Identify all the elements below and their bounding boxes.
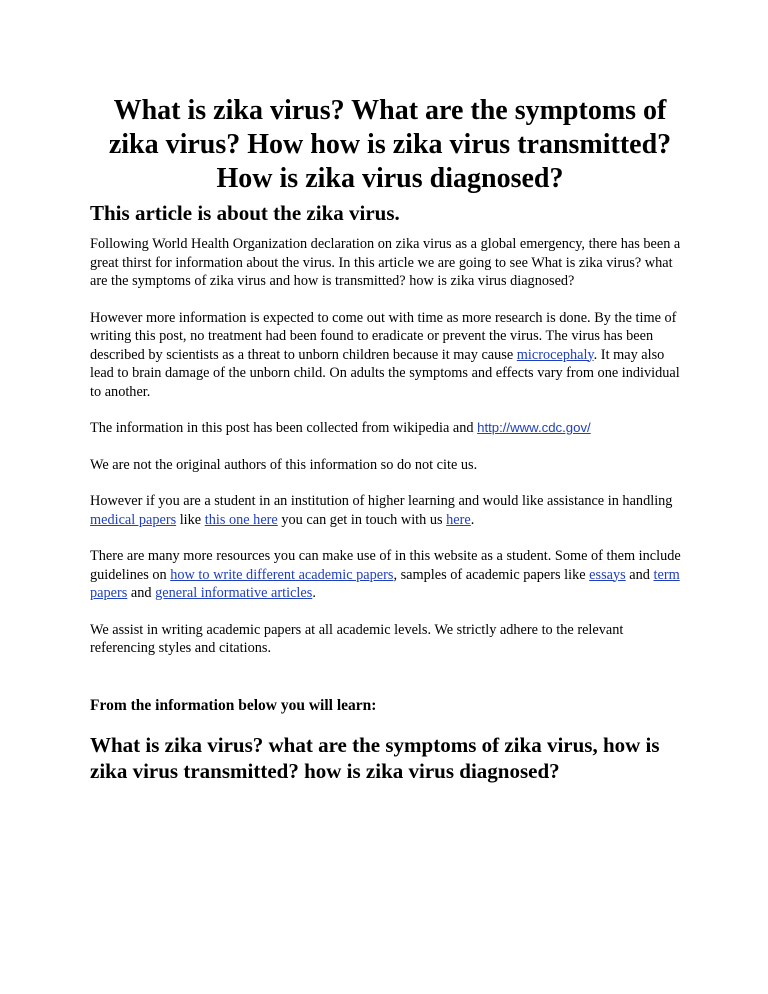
disclaimer-paragraph: We are not the original authors of this information so do not cite us. <box>90 456 478 473</box>
research-text-start: However more information is expected to come out with time as more research is done. By the time of writing this post, no treatment had been found to eradicate or prevent the virus. The virus has been described by scientists as a threat to unborn children because it may cause <box>90 309 677 363</box>
sources-text: The information in this post has been collected from wikipedia and <box>90 420 478 436</box>
microcephaly-link[interactable]: microcephaly <box>516 346 594 363</box>
research-paragraph <box>90 309 690 402</box>
medical-papers-link[interactable]: medical papers <box>90 511 177 528</box>
article-subtitle: This article is about the zika virus. <box>90 201 400 225</box>
resources-text-b: , samples of academic papers like <box>393 566 590 583</box>
page-title: What is zika virus? What are the symptoms of zika virus? How how is zika virus transmitted? How is zika virus diagnosed? <box>108 95 672 194</box>
resources-text-e: . <box>312 585 316 601</box>
term-papers-link[interactable]: term papers <box>90 566 680 601</box>
learn-heading: From the information below you will learn: <box>90 696 377 714</box>
resources-text-a: There are many more resources you can make use of in this website as a student. Some of them include guidelines on <box>90 548 681 583</box>
writing-paragraph: We assist in writing academic papers at all academic levels. We strictly adhere to the relevant referencing styles and citations. <box>90 621 624 656</box>
assistance-paragraph <box>90 492 690 529</box>
section-spacer <box>90 676 690 696</box>
this-one-here-link[interactable]: this one here <box>204 511 278 528</box>
resources-text-c: and <box>625 566 654 583</box>
assistance-text-a: However if you are a student in an institution of higher learning and would like assistance in handling <box>90 493 673 509</box>
research-text-end: . It may also lead to brain damage of the unborn child. On adults the symptoms and effects vary from one individual to another. <box>90 346 680 400</box>
sources-paragraph <box>90 419 690 438</box>
document-page <box>90 94 690 784</box>
resources-text-d: and <box>127 585 156 601</box>
here-link[interactable]: here <box>446 511 471 528</box>
assistance-text-b: like <box>176 511 205 528</box>
cdc-link[interactable]: http://www.cdc.gov/ <box>477 420 591 435</box>
academic-papers-guide-link[interactable]: how to write different academic papers <box>170 566 394 583</box>
essays-link[interactable]: essays <box>589 566 626 583</box>
final-heading: What is zika virus? what are the symptoms of zika virus, how is zika virus transmitted? how is zika virus diagnosed? <box>90 732 660 783</box>
resources-paragraph <box>90 547 690 603</box>
assistance-text-d: . <box>470 511 475 528</box>
assistance-text-c: you can get in touch with us <box>277 511 447 528</box>
intro-paragraph: Following World Health Organization declaration on zika virus as a global emergency, there has been a great thirst for information about the virus. In this article we are going to see What is zika virus? what are the symptoms of zika virus and how is transmitted? how is zika virus diagnosed? <box>90 236 681 289</box>
informative-articles-link[interactable]: general informative articles <box>155 585 313 601</box>
